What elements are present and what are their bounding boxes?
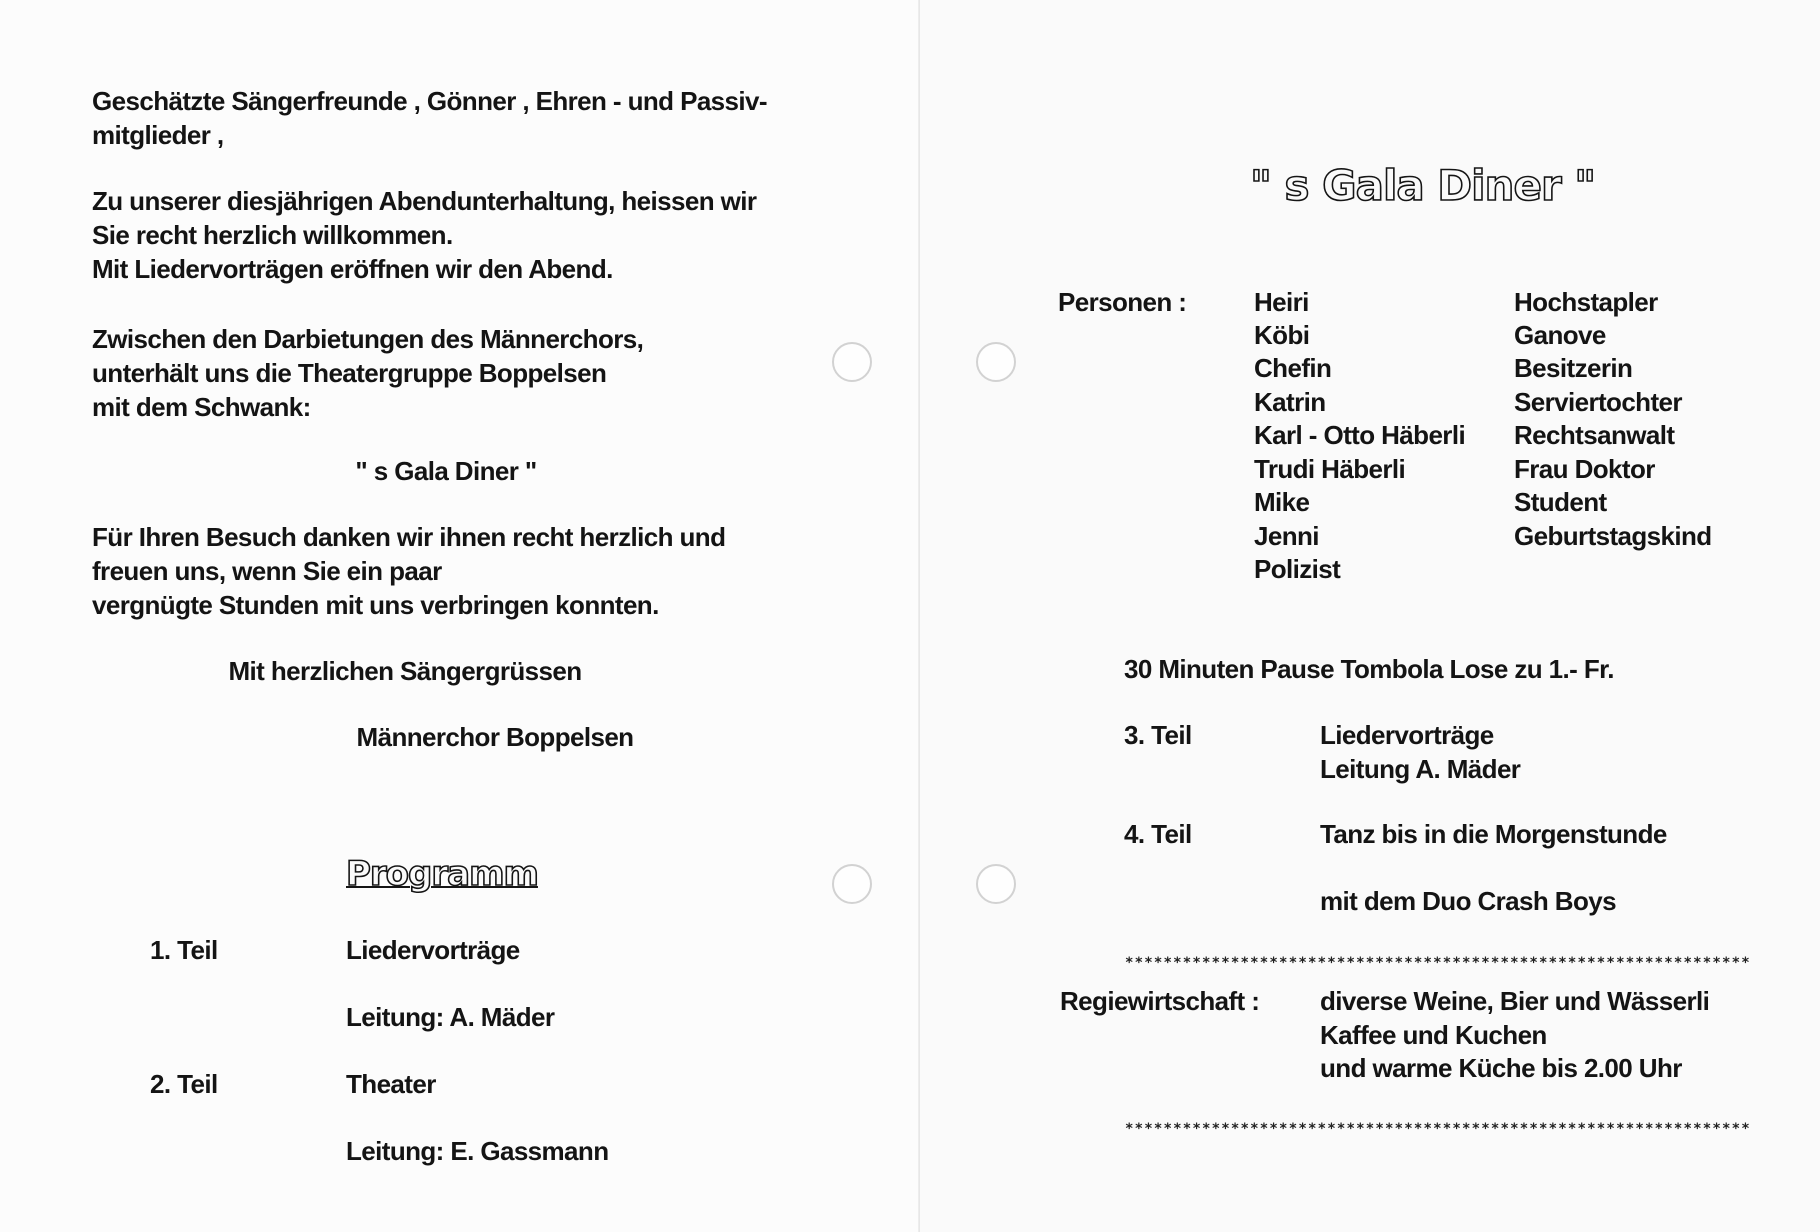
right-page bbox=[920, 0, 1820, 1232]
separator-top: ***************************************************************** bbox=[1125, 955, 1751, 971]
cast-name-9: Polizist bbox=[1254, 554, 1341, 584]
intermission-line-1: Zwischen den Darbietungen des Männerchors, bbox=[92, 324, 644, 354]
cast-role-4: Serviertochter bbox=[1514, 387, 1682, 417]
thanks-line-2: freuen uns, wenn Sie ein paar bbox=[92, 556, 442, 586]
pause-tombola: 30 Minuten Pause Tombola Lose zu 1.- Fr. bbox=[1124, 654, 1614, 684]
part-3-label: 3. Teil bbox=[1124, 720, 1192, 750]
regie-line-2: Kaffee und Kuchen bbox=[1320, 1020, 1547, 1050]
program-part-2-line-1: Theater bbox=[346, 1069, 436, 1099]
separator-bottom: ***************************************************************** bbox=[1125, 1121, 1751, 1137]
program-part-2-line-2: Leitung: E. Gassmann bbox=[346, 1136, 609, 1166]
cast-name-8: Jenni bbox=[1254, 521, 1319, 551]
regie-line-1: diverse Weine, Bier und Wässerli bbox=[1320, 986, 1710, 1016]
part-3-line-1: Liedervorträge bbox=[1320, 720, 1494, 750]
punch-hole-top-right bbox=[976, 342, 1016, 382]
part-4-line-2: mit dem Duo Crash Boys bbox=[1320, 886, 1616, 916]
program-part-2-label: 2. Teil bbox=[150, 1069, 218, 1099]
part-4-label: 4. Teil bbox=[1124, 819, 1192, 849]
cast-name-4: Katrin bbox=[1254, 387, 1326, 417]
welcome-line-2: Sie recht herzlich willkommen. bbox=[92, 220, 453, 250]
cast-name-6: Trudi Häberli bbox=[1254, 454, 1406, 484]
cast-role-7: Student bbox=[1514, 487, 1607, 517]
cast-role-1: Hochstapler bbox=[1514, 287, 1658, 317]
punch-hole-bottom-right bbox=[976, 864, 1016, 904]
cast-role-2: Ganove bbox=[1514, 320, 1606, 350]
regie-label: Regiewirtschaft : bbox=[1060, 986, 1260, 1016]
part-4-line-1: Tanz bis in die Morgenstunde bbox=[1320, 819, 1667, 849]
program-part-1-label: 1. Teil bbox=[150, 935, 218, 965]
punch-hole-top-left bbox=[832, 342, 872, 382]
greeting-line-2: mitglieder , bbox=[92, 120, 224, 150]
greeting-line-1: Geschätzte Sängerfreunde , Gönner , Ehren - und Passiv- bbox=[92, 86, 767, 116]
program-part-1-line-1: Liedervorträge bbox=[346, 935, 520, 965]
cast-role-8: Geburtstagskind bbox=[1514, 521, 1712, 551]
cast-role-3: Besitzerin bbox=[1514, 353, 1633, 383]
closing-greeting: Mit herzlichen Sängergrüssen bbox=[228, 656, 582, 686]
show-through-print bbox=[40, 700, 63, 796]
program-part-1-line-2: Leitung: A. Mäder bbox=[346, 1002, 555, 1032]
regie-line-3: und warme Küche bis 2.00 Uhr bbox=[1320, 1053, 1682, 1083]
part-3-line-2: Leitung A. Mäder bbox=[1320, 754, 1521, 784]
thanks-line-3: vergnügte Stunden mit uns verbringen konnten. bbox=[92, 590, 659, 620]
program-heading: Programm bbox=[346, 854, 538, 894]
punch-hole-bottom-left bbox=[832, 864, 872, 904]
cast-name-5: Karl - Otto Häberli bbox=[1254, 420, 1466, 450]
cast-name-3: Chefin bbox=[1254, 353, 1332, 383]
signature-choir: Männerchor Boppelsen bbox=[356, 722, 634, 752]
welcome-line-1: Zu unserer diesjährigen Abendunterhaltung, heissen wir bbox=[92, 186, 757, 216]
intermission-line-2: unterhält uns die Theatergruppe Boppelsen bbox=[92, 358, 607, 388]
welcome-line-3: Mit Liedervorträgen eröffnen wir den Abend. bbox=[92, 254, 613, 284]
cast-role-5: Rechtsanwalt bbox=[1514, 420, 1675, 450]
cast-role-6: Frau Doktor bbox=[1514, 454, 1655, 484]
cast-label: Personen : bbox=[1058, 287, 1187, 317]
cast-name-7: Mike bbox=[1254, 487, 1310, 517]
intermission-line-3: mit dem Schwank: bbox=[92, 392, 311, 422]
thanks-line-1: Für Ihren Besuch danken wir ihnen recht herzlich und bbox=[92, 522, 726, 552]
play-title-heading: " s Gala Diner " bbox=[1250, 161, 1596, 210]
cast-name-2: Köbi bbox=[1254, 320, 1310, 350]
play-title-inline: " s Gala Diner " bbox=[355, 456, 537, 486]
cast-name-1: Heiri bbox=[1254, 287, 1309, 317]
